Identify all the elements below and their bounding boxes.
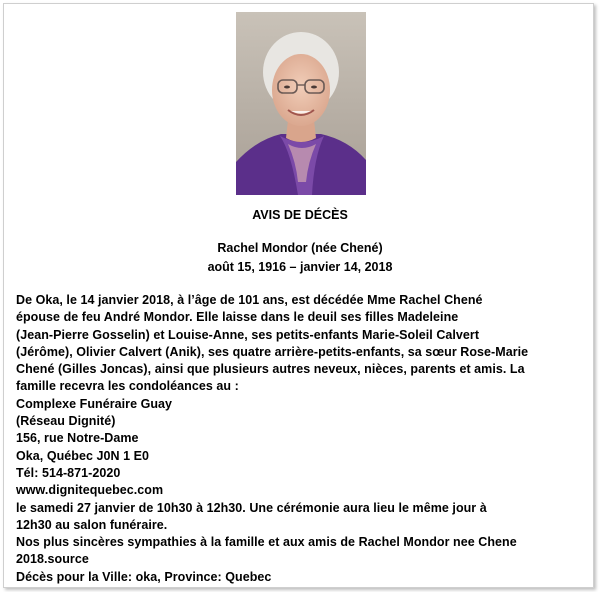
funeral-home-street: 156, rue Notre-Dame bbox=[16, 431, 139, 446]
funeral-home-website-link[interactable]: www.dignitequebec.com bbox=[16, 483, 164, 498]
obituary-line: le samedi 27 janvier de 10h30 à 12h30. Une cérémonie aura lieu le même jour à bbox=[16, 500, 487, 515]
obituary-line: Nos plus sincères sympathies à la famille et aux amis de Rachel Mondor nee Chene bbox=[16, 535, 517, 550]
obituary-line: 12h30 au salon funéraire. bbox=[16, 517, 168, 532]
funeral-home-network: (Réseau Dignité) bbox=[16, 414, 116, 429]
life-dates: août 15, 1916 – janvier 14, 2018 bbox=[207, 260, 393, 274]
obituary-line: (Jean-Pierre Gosselin) et Louise-Anne, ses petits-enfants Marie-Soleil Calvert bbox=[16, 327, 480, 342]
obituary-line: 2018.source bbox=[16, 552, 89, 567]
portrait-photo bbox=[236, 12, 366, 195]
funeral-home-phone: Tél: 514-871-2020 bbox=[16, 465, 121, 480]
obituary-line: famille recevra les condoléances au : bbox=[16, 379, 239, 394]
notice-heading: AVIS DE DÉCÈS bbox=[252, 208, 348, 222]
obituary-line: épouse de feu André Mondor. Elle laisse dans le deuil ses filles Madeleine bbox=[16, 310, 459, 325]
obituary-line: De Oka, le 14 janvier 2018, à l’âge de 101 ans, est décédée Mme Rachel Chené bbox=[16, 293, 483, 307]
deceased-name: Rachel Mondor (née Chené) bbox=[217, 241, 383, 255]
obituary-location: Décès pour la Ville: oka, Province: Quebec bbox=[16, 569, 272, 584]
funeral-home-city: Oka, Québec J0N 1 E0 bbox=[16, 448, 150, 463]
obituary-line: (Jérôme), Olivier Calvert (Anik), ses quatre arrière-petits-enfants, sa sœur Rose-Marie bbox=[16, 344, 529, 359]
portrait-image bbox=[236, 12, 366, 195]
obituary-text bbox=[16, 292, 591, 586]
obituary-line: Chené (Gilles Joncas), ainsi que plusieurs autres neveux, nièces, parents et amis. La bbox=[16, 362, 525, 377]
funeral-home-name: Complexe Funéraire Guay bbox=[16, 396, 173, 411]
